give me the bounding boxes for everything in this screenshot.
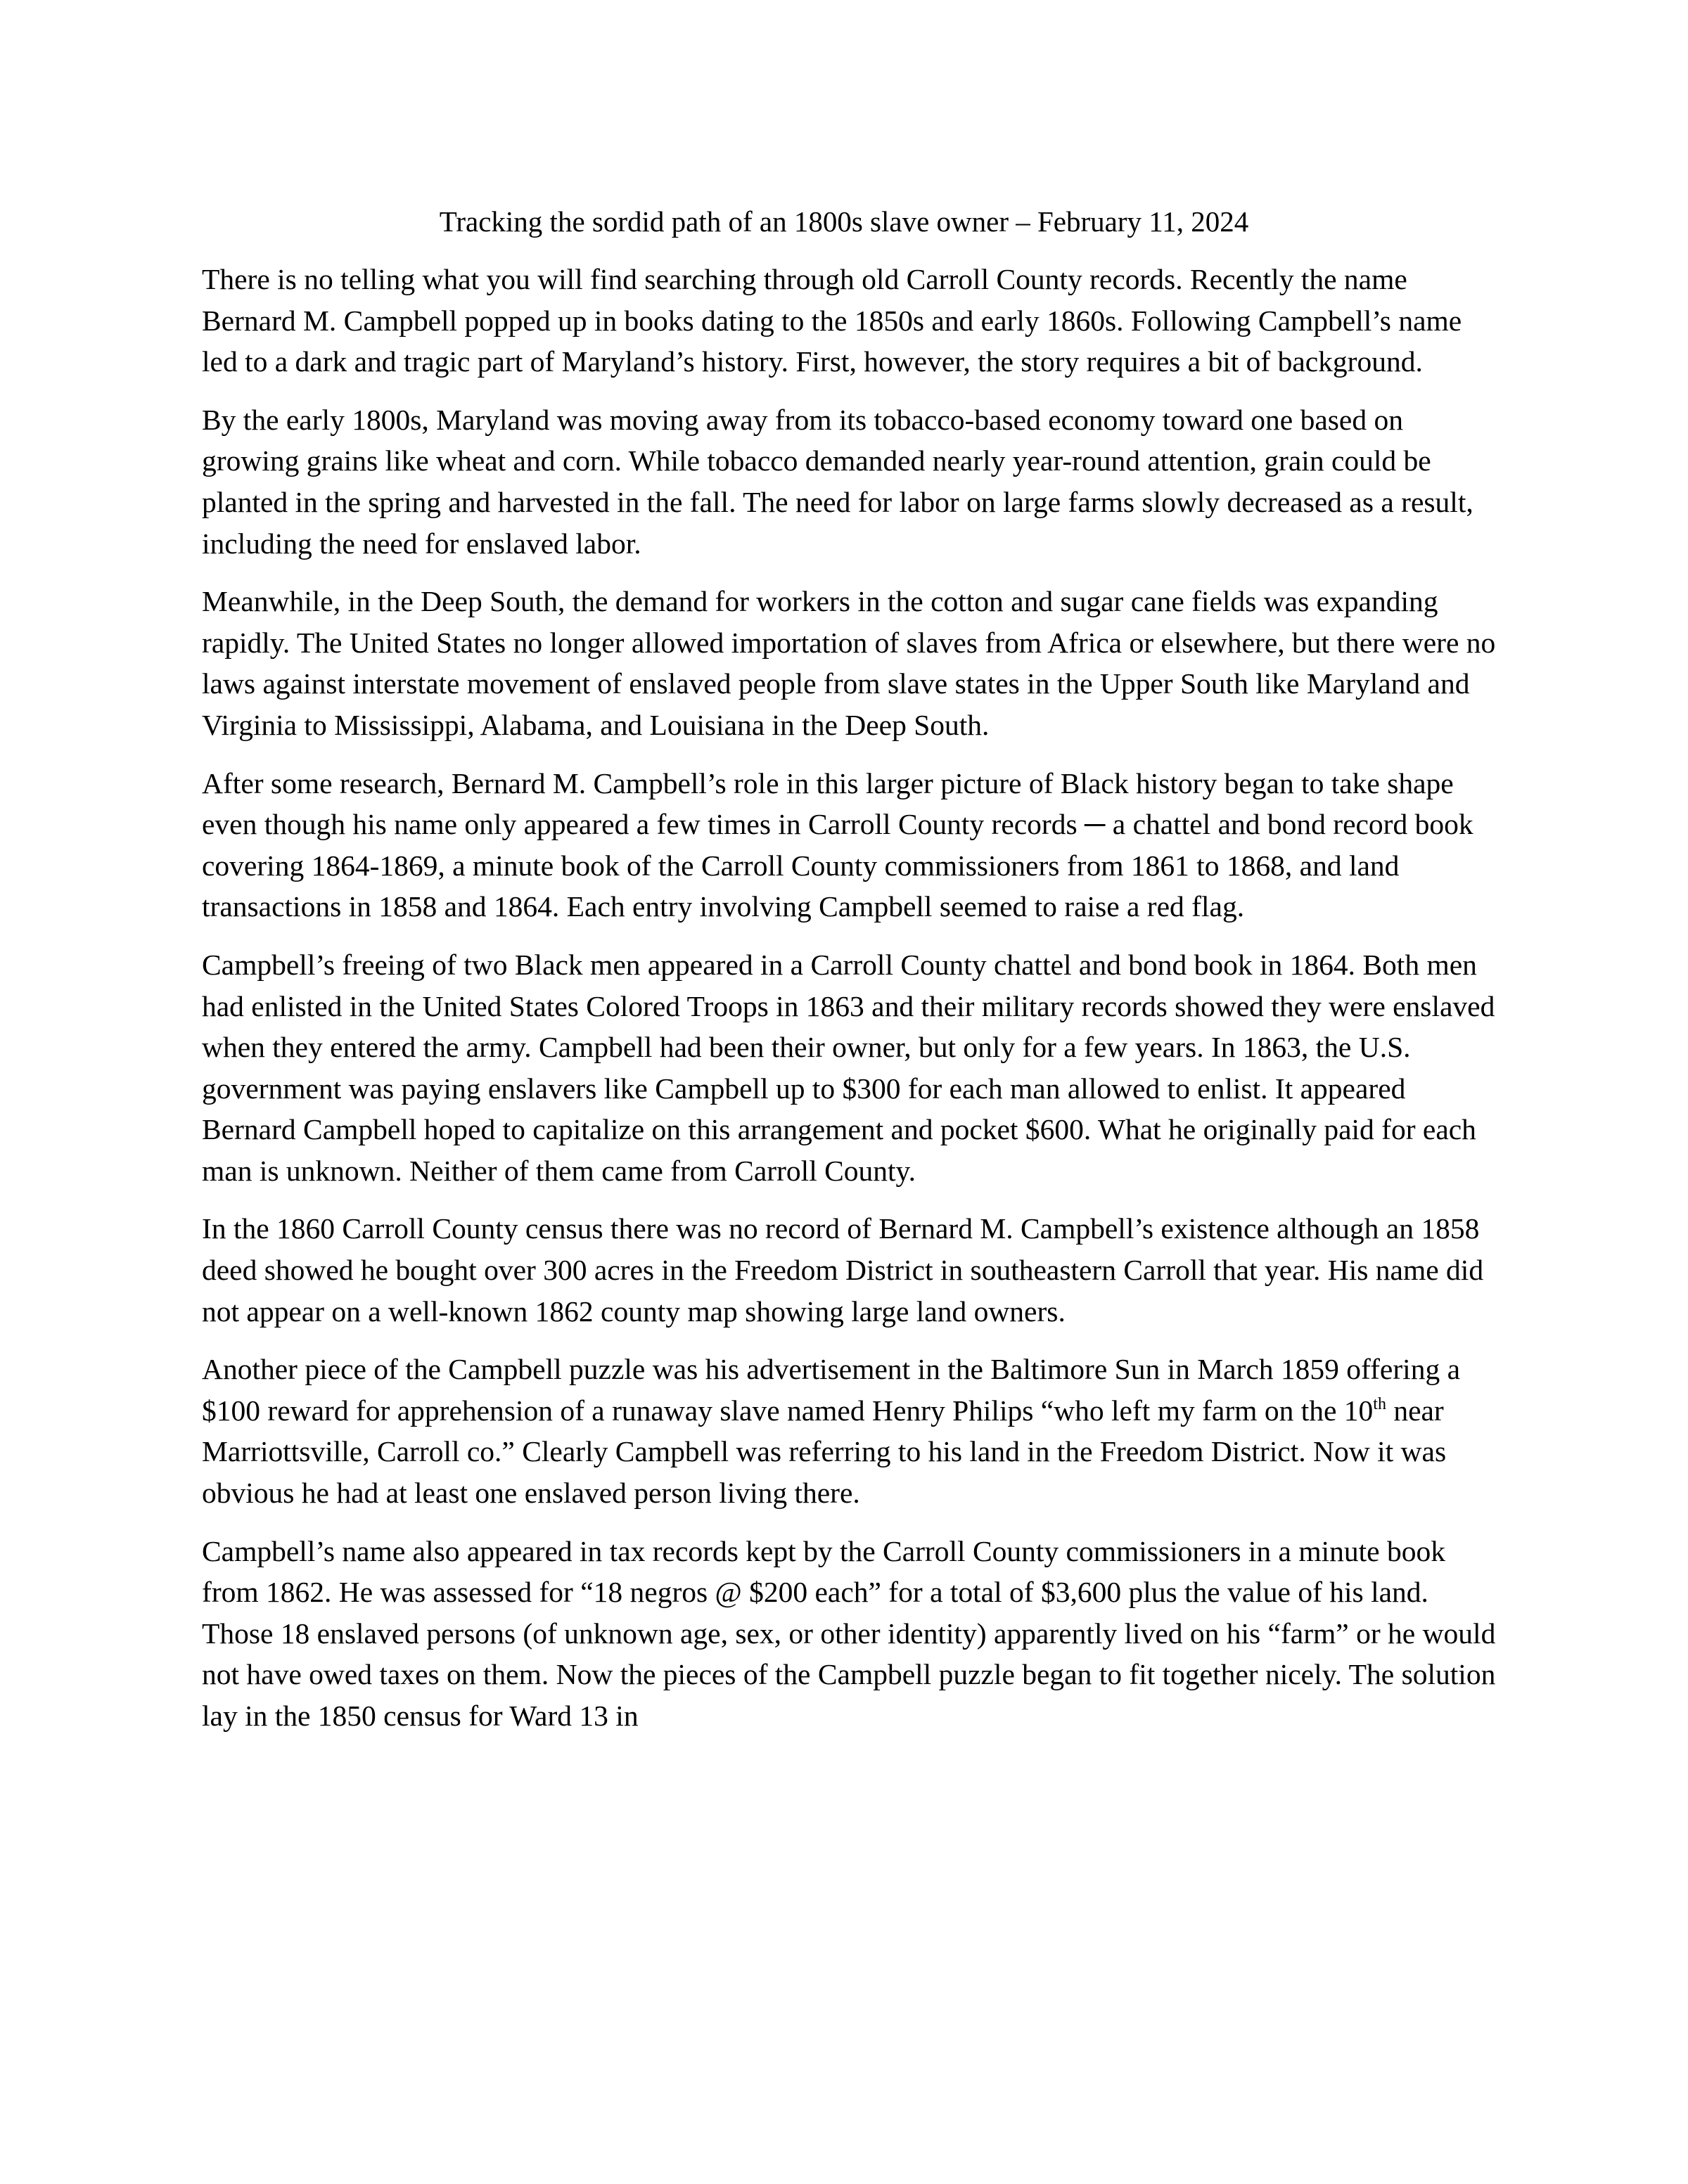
paragraph: Campbell’s name also appeared in tax records kept by the Carroll County commissioners in a minute book from 1862. He was assessed for “18 negros @ $200 each” for a total of $3,600 plus the value of his land. Those 18 enslaved persons (of unknown age, sex, or other identity) apparently lived on his “farm” or he would not have owed taxes on them. Now the pieces of the Campbell puzzle began to fit together nicely. The solution lay in the 1850 census for Ward 13 in [202, 1534, 1496, 1732]
paragraph-text-before-superscript: Another piece of the Campbell puzzle was his advertisement in the Baltimore Sun in March 1859 offering a $100 reward for apprehension of a runaway slave named Henry Philips “who left my farm on the 10 [202, 1353, 1460, 1427]
paragraph: There is no telling what you will find searching through old Carroll County records. Recently the name Bernard M. Campbell popped up in books dating to the 1850s and early 1860s. Following Campbell’s name led to a dark and tragic part of Maryland’s history. First, however, the story requires a bit of background. [202, 263, 1462, 378]
paragraph-with-superscript [202, 1349, 1496, 1513]
paragraph: Meanwhile, in the Deep South, the demand for workers in the cotton and sugar cane fields was expanding rapidly. The United States no longer allowed importation of slaves from Africa or elsewhere, but there were no laws against interstate movement of enslaved people from slave states in the Upper South like Maryland and Virginia to Mississippi, Alabama, and Louisiana in the Deep South. [202, 585, 1496, 741]
paragraph: By the early 1800s, Maryland was moving away from its tobacco-based economy toward one based on growing grains like wheat and corn. While tobacco demanded nearly year-round attention, grain could be planted in the spring and harvested in the fall. The need for labor on large farms slowly decreased as a result, including the need for enslaved labor. [202, 403, 1473, 560]
paragraph: Campbell’s freeing of two Black men appeared in a Carroll County chattel and bond book in 1864. Both men had enlisted in the United States Colored Troops in 1863 and their military records showed they were enslaved when they entered the army. Campbell had been their owner, but only for a few years. In 1863, the U.S. government was paying enslavers like Campbell up to $300 for each man allowed to enlist. It appeared Bernard Campbell hoped to capitalize on this arrangement and pocket $600. What he originally paid for each man is unknown. Neither of them came from Carroll County. [202, 948, 1495, 1187]
document-title: Tracking the sordid path of an 1800s slave owner – February 11, 2024 [439, 205, 1249, 238]
ordinal-superscript: th [1373, 1394, 1386, 1413]
document-body [202, 259, 1496, 1754]
paragraph: In the 1860 Carroll County census there was no record of Bernard M. Campbell’s existence although an 1858 deed showed he bought over 300 acres in the Freedom District in southeastern Carroll that year. His name did not appear on a well-known 1862 county map showing large land owners. [202, 1212, 1484, 1328]
paragraph: After some research, Bernard M. Campbell’s role in this larger picture of Black history began to take shape even though his name only appeared a few times in Carroll County records ─ a chattel and bond record book covering 1864-1869, a minute book of the Carroll County commissioners from 1861 to 1868, and land transactions in 1858 and 1864. Each entry involving Campbell seemed to raise a red flag. [202, 766, 1473, 923]
paragraph-text-after-superscript: near Marriottsville, Carroll co.” Clearly Campbell was referring to his land in the Freedom District. Now it was obvious he had at least one enslaved person living there. [202, 1394, 1447, 1510]
